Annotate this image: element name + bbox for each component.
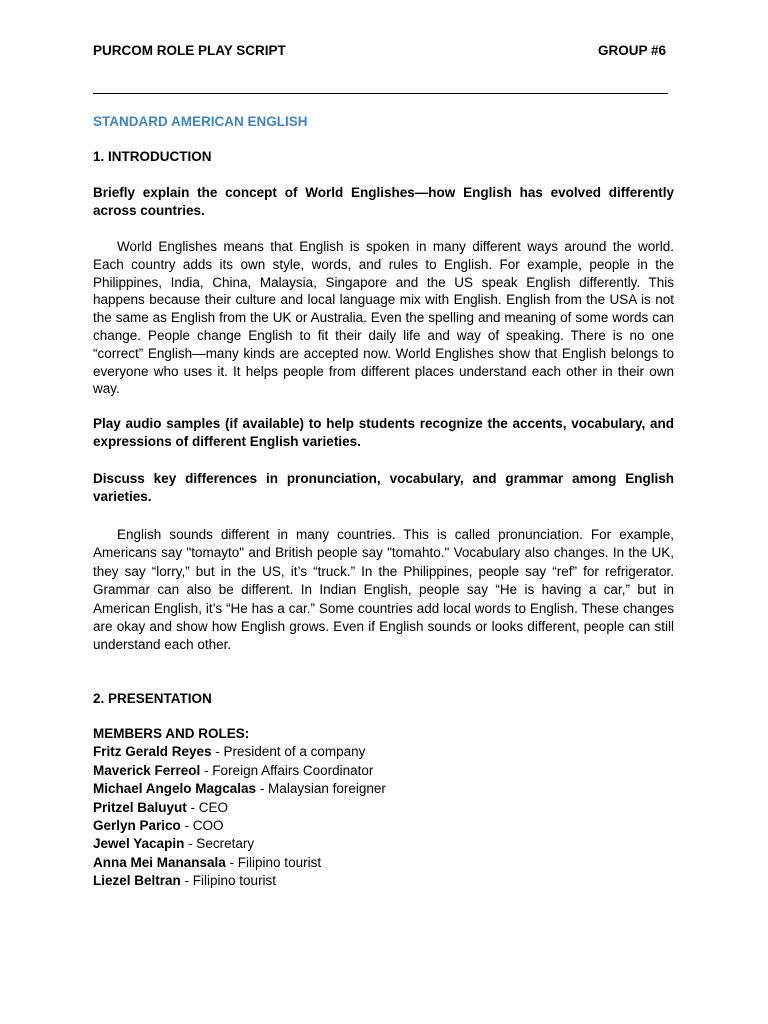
member-name: Jewel Yacapin <box>93 836 185 852</box>
member-name: Liezel Beltran <box>93 873 181 889</box>
member-role: - Filipino tourist <box>180 873 277 889</box>
presentation-heading: 2. PRESENTATION <box>93 691 212 706</box>
member-role: - Foreign Affairs Coordinator <box>200 762 374 778</box>
member-name: Gerlyn Parico <box>93 818 181 834</box>
member-role: - President of a company <box>211 744 366 760</box>
member-row <box>93 872 674 890</box>
group-label: GROUP #6 <box>597 43 666 58</box>
world-englishes-paragraph: World Englishes means that English is spoken in many different ways around the world. Each country adds its own style, words, and rules to English. For example, people in the Philippines, India, China, Malaysia, Singapore and the US speak English differently. This happens because their culture and local language mix with English. English from the USA is not the same as English from the UK or Australia. Even the spelling and meaning of some words can change. People change English to fit their daily life and way of speaking. There is no one “correct” English—many kinds are accepted now. World Englishes show that English belongs to everyone who uses it. It helps people from different places understand each other in their own way. <box>93 239 674 397</box>
header-divider <box>93 93 668 94</box>
member-role: - CEO <box>186 799 229 815</box>
members-heading: MEMBERS AND ROLES: <box>93 726 250 741</box>
member-row <box>93 835 674 853</box>
member-row <box>93 780 674 798</box>
member-row <box>93 799 674 817</box>
member-role: - Malaysian foreigner <box>256 781 386 797</box>
page-header <box>93 43 666 61</box>
prompt-world-englishes: Briefly explain the concept of World Englishes—how English has evolved differently across countries. <box>93 185 674 218</box>
member-role: - Secretary <box>184 836 255 852</box>
document-title: PURCOM ROLE PLAY SCRIPT <box>93 43 286 58</box>
section-label: STANDARD AMERICAN ENGLISH <box>93 114 308 129</box>
member-role: - COO <box>180 818 224 834</box>
differences-paragraph: English sounds different in many countries. This is called pronunciation. For example, Americans say "tomayto" and British people say "tomahto." Vocabulary also changes. In the UK, they say “lorry,” but in the US, it’s “truck.” In the Philippines, people say “ref” for refrigerator. Grammar can also be different. In Indian English, people say “He is having a car,” but in American English, it’s “He has a car.” Some countries add local words to English. These changes are okay and show how English grows. Even if English sounds or looks different, people can still understand each other. <box>93 527 674 653</box>
member-name: Maverick Ferreol <box>93 762 201 778</box>
member-role: - Filipino tourist <box>225 854 322 870</box>
introduction-heading: 1. INTRODUCTION <box>93 149 212 164</box>
member-name: Fritz Gerald Reyes <box>93 744 212 760</box>
member-row <box>93 817 674 835</box>
prompt-audio-samples: Play audio samples (if available) to help students recognize the accents, vocabulary, and expressions of different English varieties. <box>93 416 674 449</box>
member-row <box>93 762 674 780</box>
member-row <box>93 743 674 761</box>
member-name: Pritzel Baluyut <box>93 799 187 815</box>
member-name: Anna Mei Manansala <box>93 854 226 870</box>
members-list <box>93 725 674 891</box>
member-row <box>93 854 674 872</box>
member-name: Michael Angelo Magcalas <box>93 781 257 797</box>
prompt-key-differences: Discuss key differences in pronunciation, vocabulary, and grammar among English varieties. <box>93 471 674 504</box>
